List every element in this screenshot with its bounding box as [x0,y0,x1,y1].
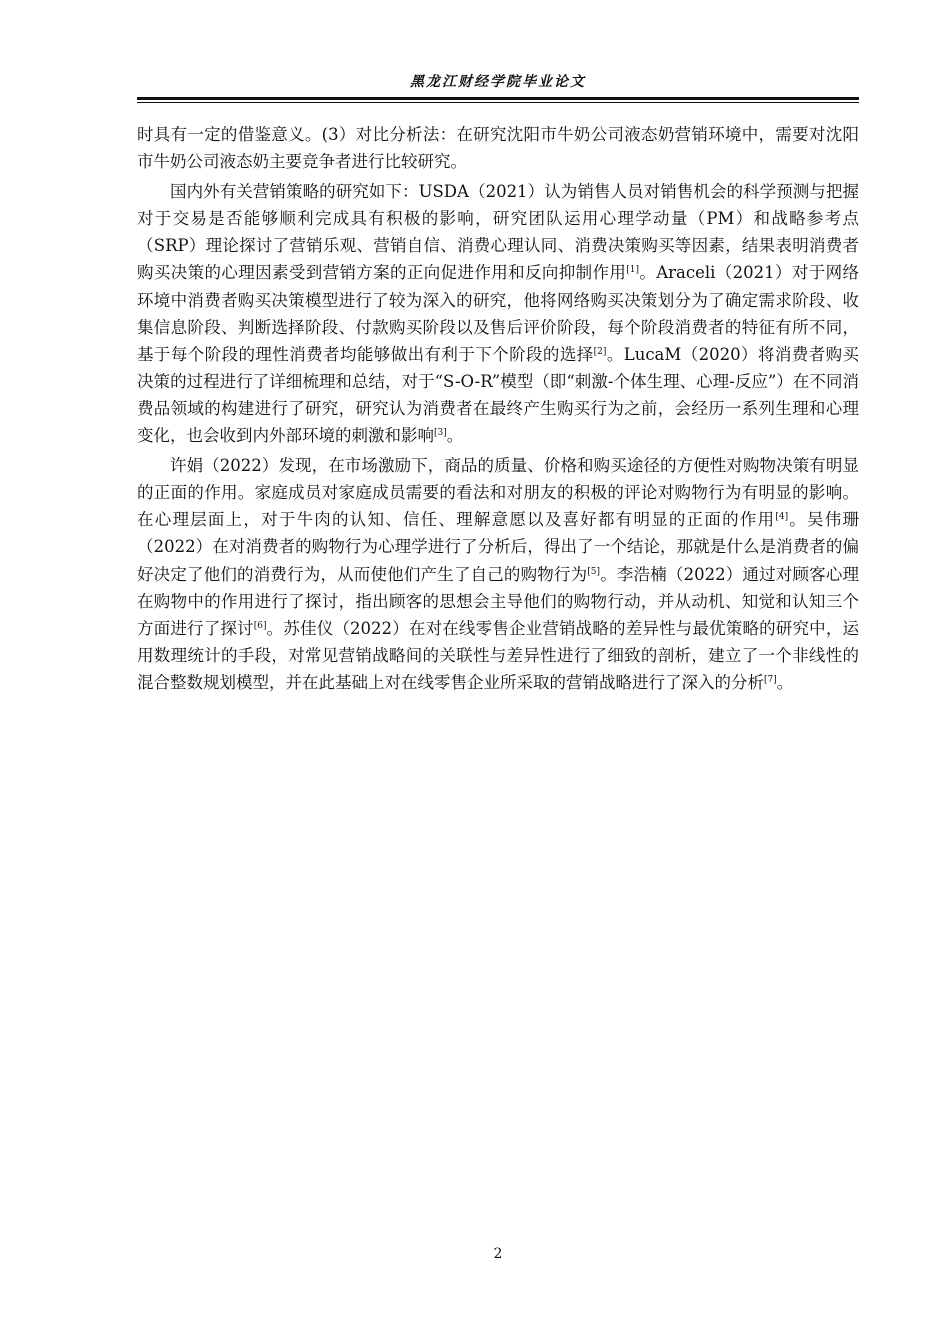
paragraph-continuation [137,121,859,175]
paragraph-text: 国内外有关营销策略的研究如下：USDA（2021）认为销售人员对销售机会的科学预测与把握对于交易是否能够顺利完成具有积极的影响，研究团队运用心理学动量（PM）和战略参考点（SRP）理论探讨了营销乐观、营销自信、消费心理认同、消费决策购买等因素，结果表明消费者购买决策的心理因素受到营销方案的正向促进作用和反向抑制作用 [137,182,859,283]
citation-ref-3[interactable]: [3] [434,428,447,439]
header-rule-thin [137,102,859,103]
paragraph-domestic-research [137,452,859,696]
paragraph-text: 许娟（2022）发现，在市场激励下，商品的质量、价格和购买途径的方便性对购物决策有明显的正面的作用。家庭成员对家庭成员需要的看法和对朋友的积极的评论对购物行为有明显的影响。在心理层面上，对于牛肉的认知、信任、理解意愿以及喜好都有明显的正面的作用 [137,456,859,530]
paragraph-international-research [137,178,859,449]
citation-ref-1[interactable]: [1] [626,265,639,276]
citation-ref-2[interactable]: [2] [593,346,607,357]
citation-ref-4[interactable]: [4] [775,512,789,523]
citation-ref-7[interactable]: [7] [764,674,777,685]
paragraph-text: 。吴伟珊（2022）在对消费者的购物行为心理学进行了分析后，得出了一个结论，那就是什么是消费者的偏好决定了他们的消费行为，从而使他们产生了自己的购物行为 [137,510,860,584]
page-header-title: 黑龙江财经学院毕业论文 [410,74,586,90]
paragraph-text: 。Araceli（2021）对于网络环境中消费者购买决策模型进行了较为深入的研究，他将网络购买决策划分为了确定需求阶段、收集信息阶段、判断选择阶段、付款购买阶段以及售后评价阶段，每个阶段消费者的特征有所不同，基于每个阶段的理性消费者均能够做出有利于下个阶段的选择 [137,263,860,364]
paragraph-text: 时具有一定的借鉴意义。(3）对比分析法：在研究沈阳市牛奶公司液态奶营销环境中，需要对沈阳市牛奶公司液态奶主要竞争者进行比较研究。 [137,125,859,172]
header-rule-thick [137,97,859,100]
paragraph-text: 。 [776,672,794,692]
paragraph-text: 。 [446,426,464,446]
paragraph-text: 。LucaM（2020）将消费者购买决策的过程进行了详细梳理和总结，对于“S-O-R”模型（即“刺激-个体生理、心理-反应”）在不同消费品领域的构建进行了研究，研究认为消费者在最终产生购买行为之前，会经历一系列生理和心理变化，也会收到内外部环境的刺激和影响 [137,344,859,446]
page-number: 2 [493,1246,503,1262]
citation-ref-6[interactable]: [6] [253,620,267,631]
body-text [137,121,859,696]
paragraph-text: 。李浩楠（2022）通过对顾客心理在购物中的作用进行了探讨，指出顾客的思想会主导他们的购物行动，并从动机、知觉和认知三个方面进行了探讨 [137,564,859,638]
paragraph-text: 。苏佳仪（2022）在对在线零售企业营销战略的差异性与最优策略的研究中，运用数理统计的手段，对常见营销战略间的关联性与差异性进行了细致的剖析，建立了一个非线性的混合整数规划模型，并在此基础上对在线零售企业所采取的营销战略进行了深入的分析 [137,618,860,692]
citation-ref-5[interactable]: [5] [587,566,601,577]
